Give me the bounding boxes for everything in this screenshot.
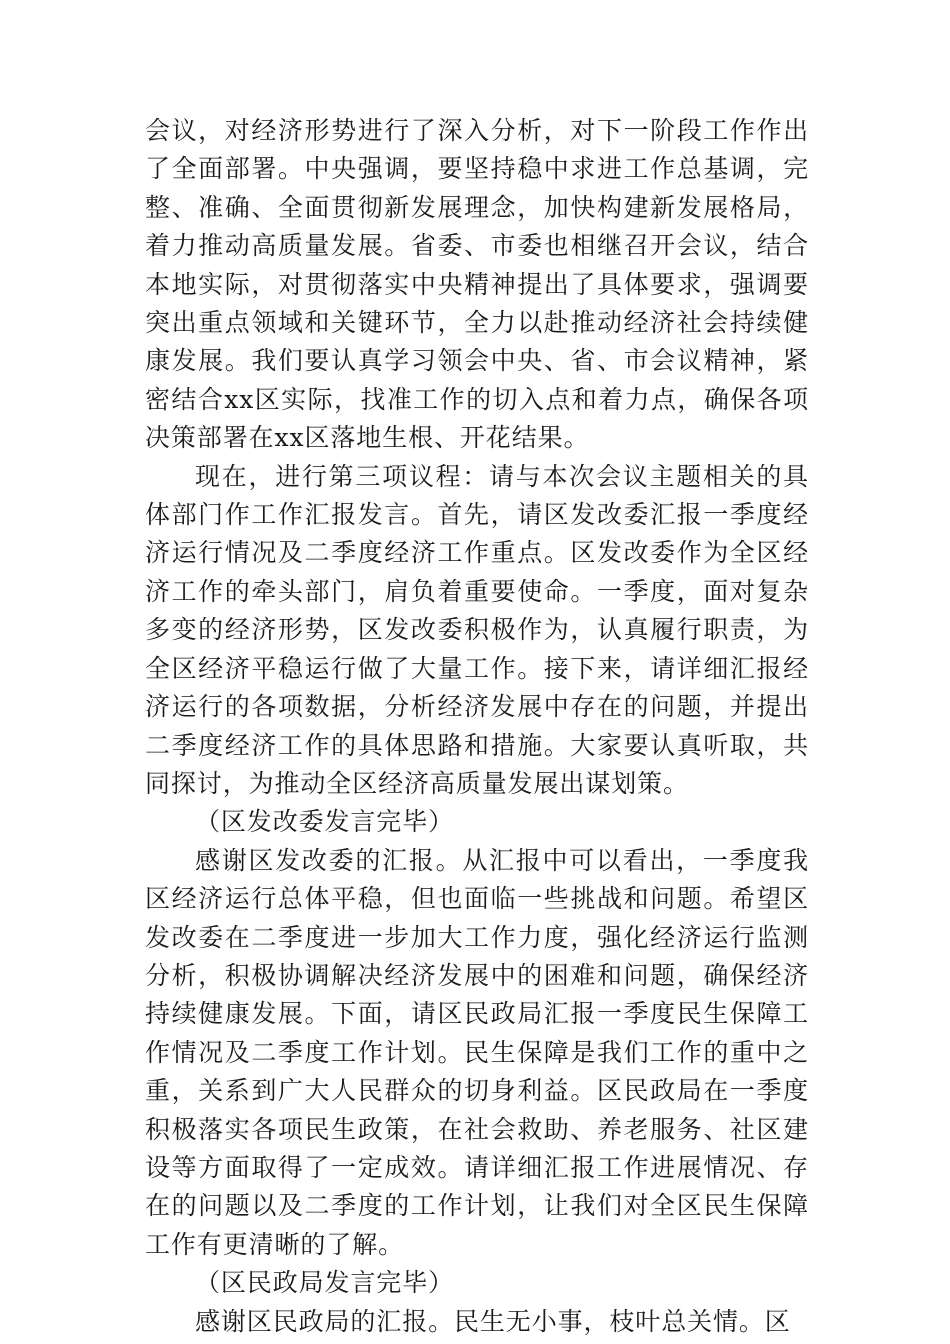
document-body [145, 112, 809, 1341]
paragraph-thanks-civil-affairs: 感谢区民政局的汇报。民生无小事，枝叶总关情。区 [195, 1306, 791, 1336]
speech-end-note-development-commission: （区发改委发言完毕） [195, 807, 455, 837]
speech-end-note-civil-affairs: （区民政局发言完毕） [195, 1268, 455, 1298]
paragraph-continuation: 会议，对经济形势进行了深入分析，对下一阶段工作作出了全面部署。中央强调，要坚持稳中求进工作总基调，完整、准确、全面贯彻新发展理念，加快构建新发展格局，着力推动高质量发展。省委、市委也相继召开会议，结合本地实际，对贯彻落实中央精神提出了具体要求，强调要突出重点领域和关键环节，全力以赴推动经济社会持续健康发展。我们要认真学习领会中央、省、市会议精神，紧密结合xx区实际，找准工作的切入点和着力点，确保各项决策部署在xx区落地生根、开花结果。 [145, 116, 809, 453]
paragraph-thanks-development-commission: 感谢区发改委的汇报。从汇报中可以看出，一季度我区经济运行总体平稳，但也面临一些挑战和问题。希望区发改委在二季度进一步加大工作力度，强化经济运行监测分析，积极协调解决经济发展中的困难和问题，确保经济持续健康发展。下面，请区民政局汇报一季度民生保障工作情况及二季度工作计划。民生保障是我们工作的重中之重，关系到广大人民群众的切身利益。区民政局在一季度积极落实各项民生政策，在社会救助、养老服务、社区建设等方面取得了一定成效。请详细汇报工作进展情况、存在的问题以及二季度的工作计划，让我们对全区民生保障工作有更清晰的了解。 [145, 845, 809, 1259]
paragraph-agenda-item-three: 现在，进行第三项议程：请与本次会议主题相关的具体部门作工作汇报发言。首先，请区发改委汇报一季度经济运行情况及二季度经济工作重点。区发改委作为全区经济工作的牵头部门，肩负着重要使命。一季度，面对复杂多变的经济形势，区发改委积极作为，认真履行职责，为全区经济平稳运行做了大量工作。接下来，请详细汇报经济运行的各项数据，分析经济发展中存在的问题，并提出二季度经济工作的具体思路和措施。大家要认真听取，共同探讨，为推动全区经济高质量发展出谋划策。 [145, 461, 809, 798]
